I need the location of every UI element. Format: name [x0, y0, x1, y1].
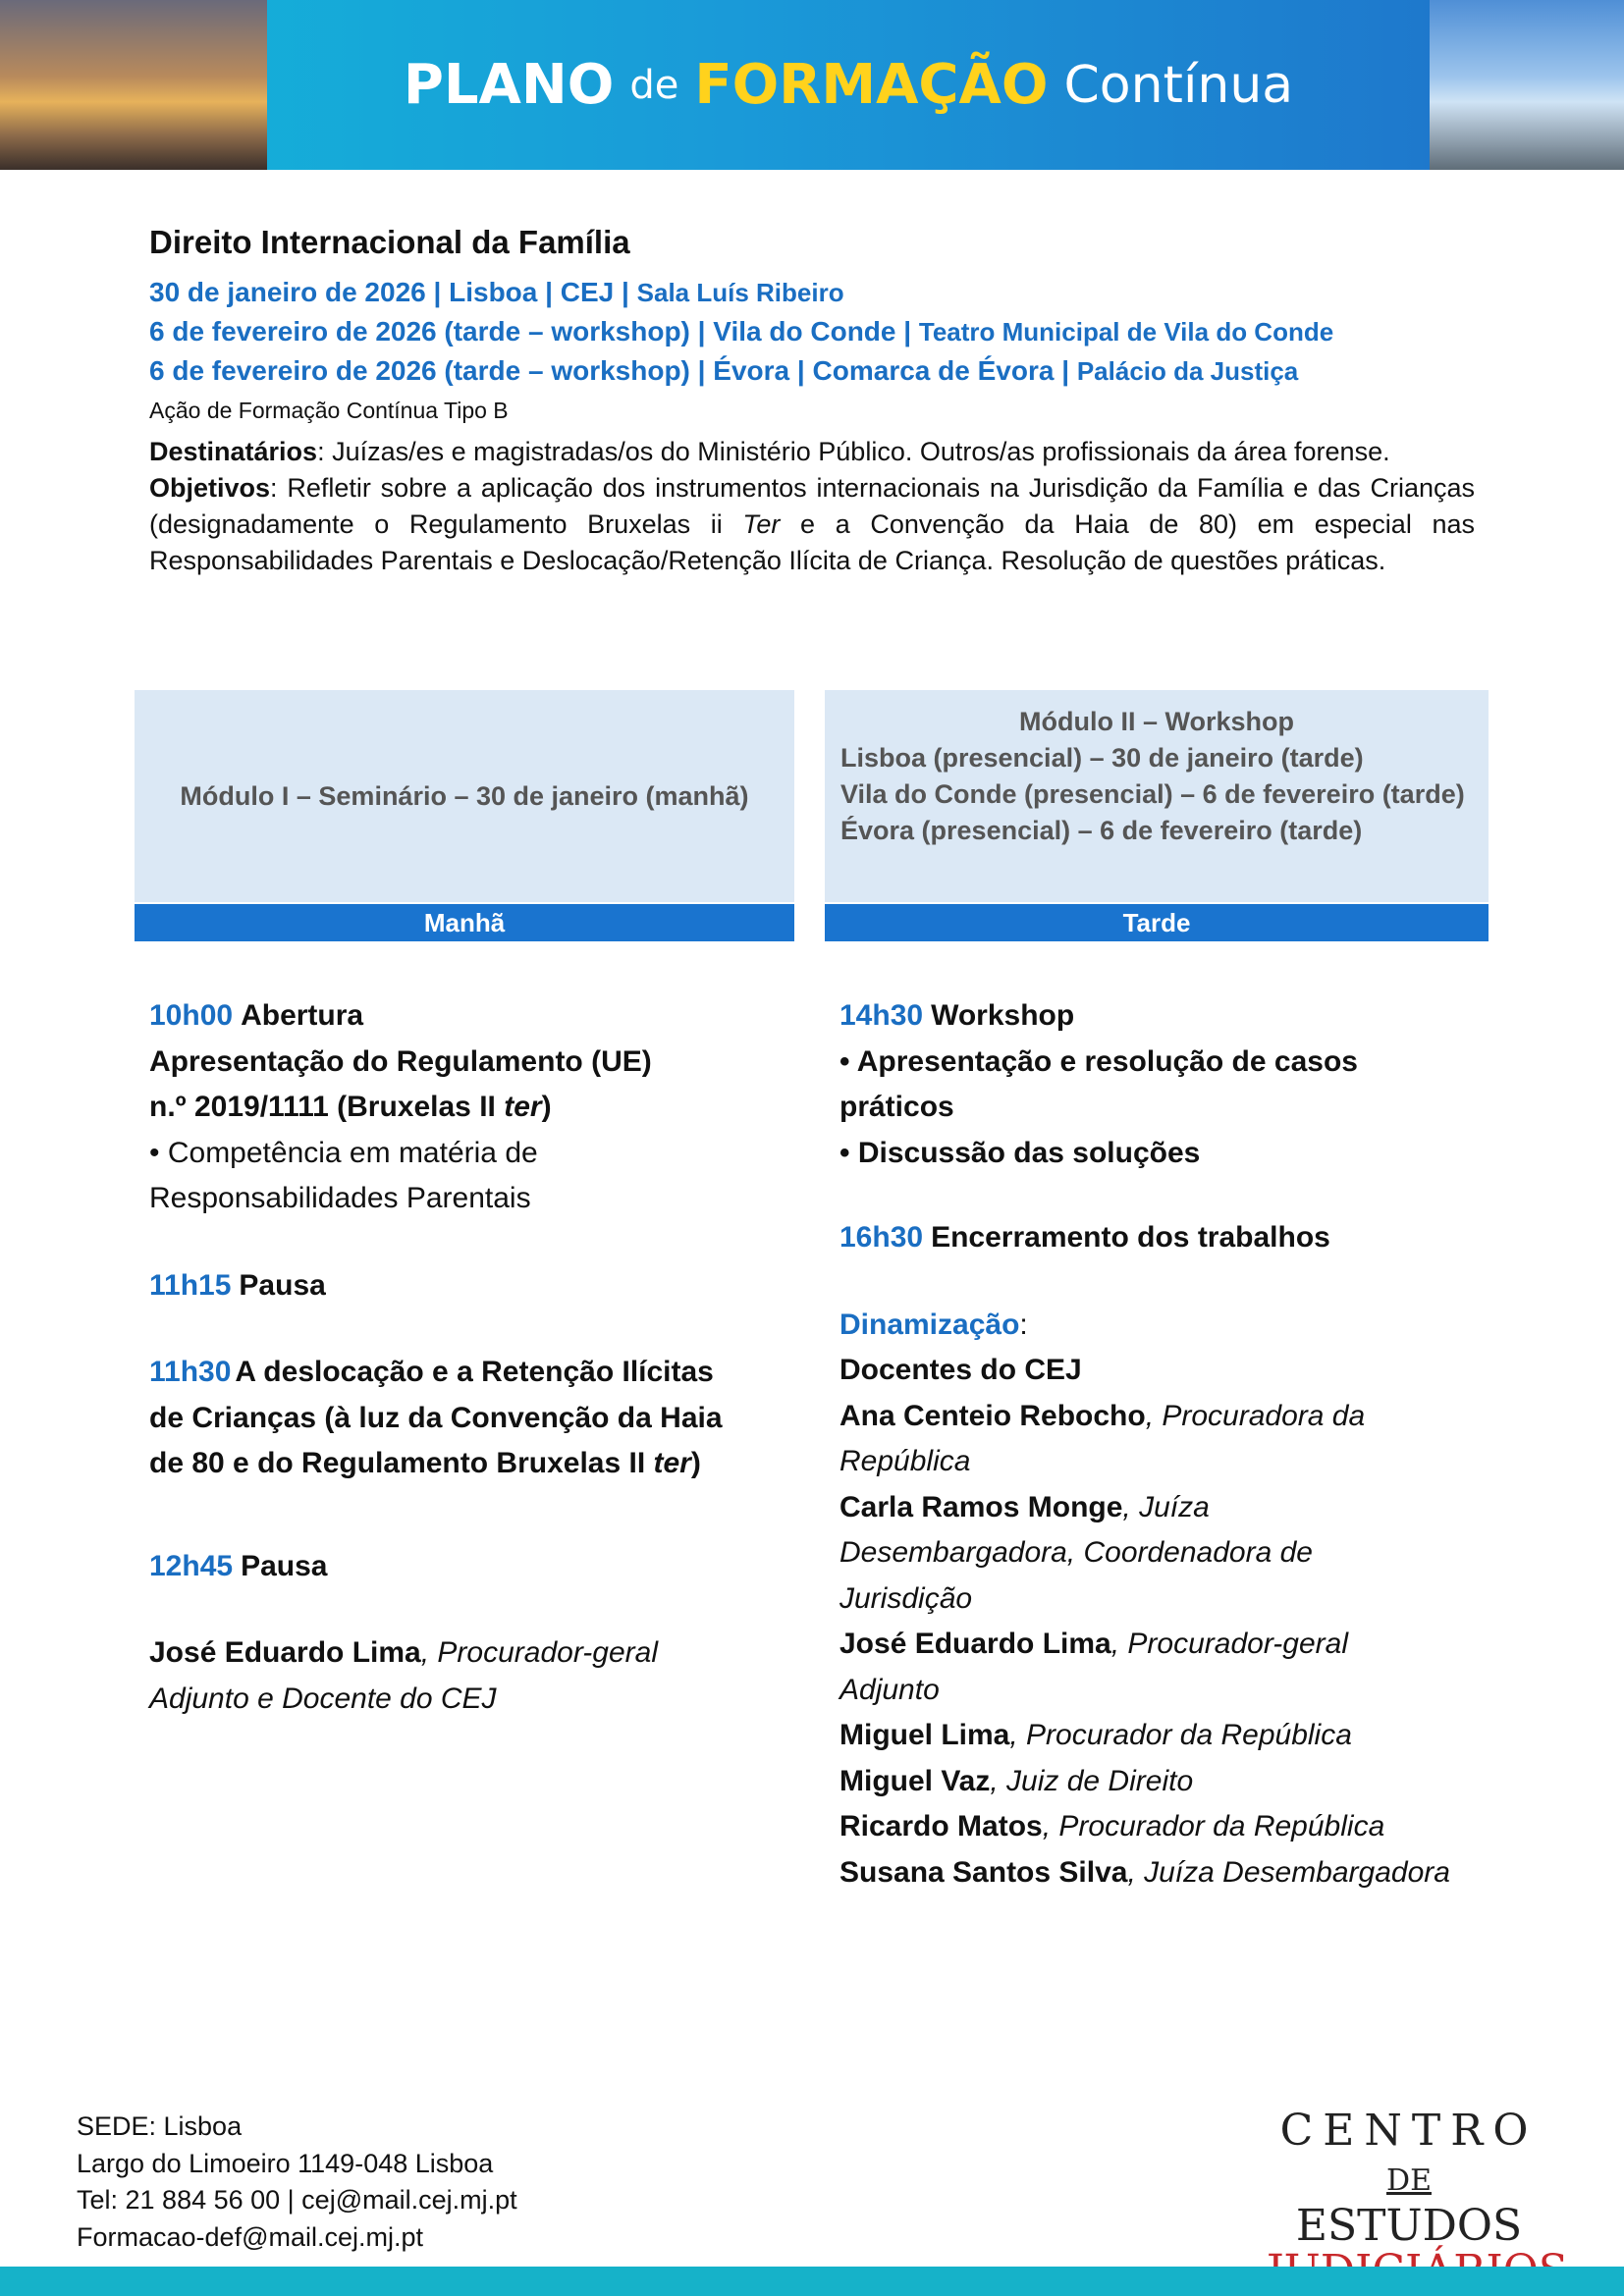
bar-afternoon: Tarde — [825, 904, 1489, 941]
separator: | — [689, 316, 714, 347]
session-room: Palácio da Justiça — [1076, 356, 1299, 386]
program-item — [839, 993, 1478, 1040]
afternoon-program — [839, 993, 1478, 1896]
program-item — [839, 1215, 1478, 1261]
item-ter: ter — [653, 1447, 691, 1479]
regulation-number-text: n.º 2019/1111 (Bruxelas II — [149, 1091, 505, 1123]
session-line-2 — [149, 312, 1475, 351]
footer-email-link[interactable]: Formacao-def@mail.cej.mj.pt — [77, 2221, 424, 2252]
speaker-role-cont: Desembargadora, Coordenadora de — [839, 1536, 1313, 1569]
speaker-role: , Juíza — [1122, 1490, 1210, 1523]
item-title-text: de 80 e do Regulamento Bruxelas II — [149, 1447, 654, 1479]
item-title: Pausa — [239, 1268, 326, 1302]
spacer — [149, 1487, 778, 1544]
speaker-role: , Juiz de Direito — [990, 1764, 1194, 1797]
separator: | — [689, 355, 714, 386]
logo-word-de: DE — [1386, 2163, 1432, 2198]
spacer — [839, 1261, 1478, 1303]
speaker-role-cont: Adjunto — [839, 1673, 940, 1706]
speaker — [839, 1485, 1478, 1531]
docentes-heading: Docentes do CEJ — [839, 1354, 1082, 1386]
bullet-item-cont: Responsabilidades Parentais — [149, 1182, 531, 1214]
logo-line-estudos — [1267, 2154, 1551, 2249]
separator: | — [1054, 355, 1077, 386]
bullet-item: • Competência em matéria de — [149, 1136, 538, 1169]
session-city: Évora — [713, 355, 790, 386]
speaker — [839, 1713, 1478, 1759]
footer-address — [77, 2109, 517, 2256]
objectives-text-cont: e a Convenção da Haia de 80) em especial nas Responsabilidades Parentais e Deslocação/Retenção Ilícita de Criança. Resolução de questões práticas. — [149, 509, 1475, 575]
speaker-role: , Procuradora da — [1145, 1399, 1366, 1432]
intro-section — [149, 224, 1475, 579]
objectives-paragraph — [149, 470, 1475, 579]
spacer — [149, 1308, 778, 1350]
speaker-name: Ricardo Matos — [839, 1810, 1043, 1842]
header-banner — [0, 0, 1624, 170]
speaker-name: Miguel Lima — [839, 1719, 1010, 1751]
speaker-role-cont: Jurisdição — [839, 1581, 973, 1615]
bullet-item: • Apresentação e resolução de casos — [839, 1044, 1358, 1078]
module-1-header — [135, 690, 794, 902]
spacer — [149, 1589, 778, 1630]
item-close: ) — [690, 1447, 701, 1479]
session-date: 6 de fevereiro de 2026 (tarde – workshop) — [149, 316, 690, 347]
recipients-text: : Juízas/es e magistradas/os do Ministério Público. Outros/as profissionais da área forense. — [317, 437, 1390, 466]
objectives-ter: Ter — [742, 509, 781, 539]
session-place: Teatro Municipal de Vila do Conde — [918, 317, 1334, 347]
separator: | — [425, 277, 450, 307]
module-1-title: Módulo I – Seminário – 30 de janeiro (manhã) — [180, 780, 749, 811]
module-2-header — [825, 690, 1489, 902]
bar-morning: Manhã — [135, 904, 794, 941]
module-2-location: Lisboa (presencial) – 30 de janeiro (tarde) — [840, 743, 1364, 773]
spacer — [149, 1222, 778, 1263]
separator: | — [537, 277, 561, 307]
module-2-location: Évora (presencial) – 6 de fevereiro (tarde) — [840, 816, 1363, 845]
time-label: 11h15 — [149, 1268, 232, 1302]
footer-seat: SEDE: Lisboa — [77, 2111, 243, 2141]
item-title: Workshop — [931, 999, 1075, 1032]
morning-program — [149, 993, 778, 1722]
speaker-name: Ana Centeio Rebocho — [839, 1399, 1146, 1432]
speaker — [839, 1804, 1478, 1850]
regulation-title: Apresentação do Regulamento (UE) — [149, 1044, 652, 1078]
speaker — [839, 1394, 1478, 1440]
time-label: 11h30 — [149, 1356, 232, 1388]
time-label: 10h00 — [149, 999, 234, 1032]
dynamization-heading — [839, 1303, 1478, 1349]
recipients-paragraph — [149, 434, 1475, 470]
speaker — [839, 1850, 1478, 1896]
recipients-label: Destinatários — [149, 437, 318, 466]
speaker-role-cont: Adjunto e Docente do CEJ — [149, 1682, 497, 1715]
dynamization-label: Dinamização — [839, 1308, 1020, 1341]
time-label: 12h45 — [149, 1549, 234, 1582]
bullet-item: • Discussão das soluções — [839, 1136, 1201, 1169]
item-title: Abertura — [241, 999, 364, 1032]
speaker-role-cont: República — [839, 1445, 971, 1477]
dynamization-colon: : — [1019, 1308, 1028, 1341]
item-title: A deslocação e a Retenção Ilícitas — [235, 1356, 714, 1388]
regulation-number — [149, 1085, 778, 1131]
item-title: Pausa — [241, 1549, 328, 1582]
item-title-cont — [149, 1441, 778, 1487]
speaker-role: , Procurador-geral — [1110, 1628, 1348, 1660]
program-item — [149, 1263, 778, 1309]
regulation-close: ) — [541, 1091, 552, 1123]
time-label: 14h30 — [839, 999, 924, 1032]
objectives-label: Objetivos — [149, 473, 271, 503]
banner-photo-building — [1430, 0, 1624, 170]
logo-word-centro: CENTRO — [1279, 2106, 1539, 2156]
speaker-name: Miguel Vaz — [839, 1764, 991, 1797]
session-city: Vila do Conde — [713, 316, 896, 347]
program-item — [149, 1350, 778, 1396]
speaker-role: , Procurador-geral — [420, 1636, 658, 1669]
session-line-1 — [149, 273, 1475, 312]
program-item — [149, 1544, 778, 1590]
footer-contact[interactable]: Tel: 21 884 56 00 | cej@mail.cej.mj.pt — [77, 2185, 517, 2215]
speaker-name: Carla Ramos Monge — [839, 1490, 1123, 1523]
footer-band — [0, 2267, 1624, 2296]
action-type: Ação de Formação Contínua Tipo B — [149, 398, 509, 423]
item-title: Encerramento dos trabalhos — [931, 1221, 1330, 1254]
banner-photo-sunset — [0, 0, 267, 170]
banner-word-continua: Contínua — [1063, 55, 1294, 115]
speaker-role: , Procurador da República — [1009, 1719, 1352, 1751]
program-item — [149, 993, 778, 1040]
module-2-location: Vila do Conde (presencial) – 6 de fevereiro (tarde) — [840, 779, 1465, 809]
session-date: 6 de fevereiro de 2026 (tarde – workshop) — [149, 355, 690, 386]
objectives-text: : Refletir sobre a aplicação dos instrumentos internacionais na Jurisdição da Família e das Crianças (designadamente o Regulamento Bruxelas ii — [149, 473, 1475, 539]
speaker — [839, 1759, 1478, 1805]
speaker — [149, 1630, 778, 1677]
session-city: Lisboa — [449, 277, 538, 307]
bullet-item-cont: práticos — [839, 1091, 954, 1123]
regulation-ter: ter — [504, 1091, 542, 1123]
footer-street: Largo do Limoeiro 1149-048 Lisboa — [77, 2148, 494, 2178]
logo-word-estudos: ESTUDOS — [1295, 2201, 1523, 2251]
module-2-title: Módulo II – Workshop — [1019, 707, 1294, 736]
session-date: 30 de janeiro de 2026 — [149, 277, 426, 307]
speaker-role: , Juíza Desembargadora — [1127, 1855, 1450, 1889]
banner-word-de: de — [629, 62, 679, 108]
banner-word-plano: PLANO — [403, 53, 615, 117]
session-place: Comarca de Évora — [812, 355, 1055, 386]
session-line-3 — [149, 351, 1475, 391]
item-title-cont: de Crianças (à luz da Convenção da Haia — [149, 1401, 723, 1434]
course-title: Direito Internacional da Família — [149, 224, 630, 260]
speaker-name: José Eduardo Lima — [839, 1628, 1111, 1660]
banner-title — [267, 0, 1430, 170]
session-room: Sala Luís Ribeiro — [636, 278, 844, 307]
separator: | — [614, 277, 637, 307]
spacer — [839, 1176, 1478, 1215]
speaker-name: José Eduardo Lima — [149, 1636, 421, 1669]
speaker — [839, 1622, 1478, 1668]
banner-word-formacao: FORMAÇÃO — [694, 53, 1049, 117]
session-place: CEJ — [560, 277, 615, 307]
separator: | — [789, 355, 813, 386]
speaker-role: , Procurador da República — [1042, 1810, 1385, 1842]
time-label: 16h30 — [839, 1221, 924, 1254]
separator: | — [895, 316, 919, 347]
speaker-name: Susana Santos Silva — [839, 1855, 1128, 1889]
